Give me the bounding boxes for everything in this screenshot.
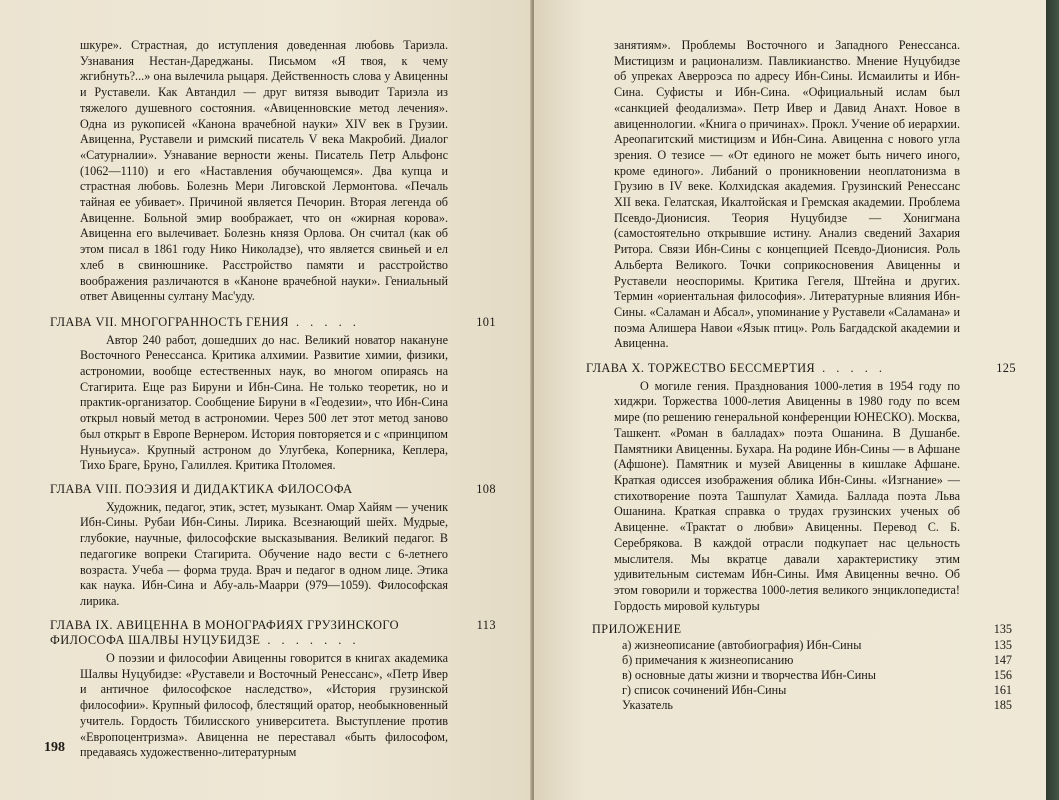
appendix-item-label: г) список сочинений Ибн-Сины [622,683,787,698]
chapter-9-page: 113 [476,617,496,632]
left-continuation-block [80,38,448,305]
right-continuation-text: занятиям». Проблемы Восточного и Западного Ренессанса. Мистицизм и рационализм. Павликианство. Мнение Нуцубидзе об упреках Аверроэса по адресу Ибн-Сины. Исмаилиты и Ибн-Сина. Суфисты и Ибн-Сина. «Официальный ислам был «санкцией феодализма». Петр Ивер и Давид Анахт. Новое в авиценнологии. «Книга о причинах». Прокл. Учение об иерархии. Ареопагитский мистицизм и Ибн-Сина. Авиценна с нового угла зрения. О тезисе — «От единого не может быть ничего иного, кроме единого». Либаний о проникновении неоплатонизма в Грузию в IV веке. Колхидская академия. Грузинский Ренессанс XII века. Гелатская, Икалтойская и Гремская академии. Проблема Псевдо-Дионисия. Теория Нуцубидзе — Хонигмана (самостоятельно открывшие истину. Анализ сведений Захария Ритора. Связи Ибн-Сины с концепцией Псевдо-Дионисия. Роль Альберта Великого. Точки соприкосновения Авиценны и Руставели неоспоримы. Критика Гегеля, Штейна и других. Термин «ориентальная философия». Литературные влияния Ибн-Сины. «Саламан и Абсал», упоминание у Руставели «Саламана» и поэма Алишера Навои «Язык птиц». Роль Багдадской академии и Авиценна. [614,38,960,351]
appendix-item-page: 135 [993,637,1012,652]
appendix-item-label: в) основные даты жизни и творчества Ибн-Сины [622,667,876,682]
chapter-10-summary: О могиле гения. Празднования 1000-летия в 1954 году по хиджри. Торжества 1000-летия Авиценны в 1980 году по всем мире (по решению генеральной конференции ЮНЕСКО). Москва, Ташкент. «Роман в балладах» поэта Ошанина. В Душанбе. Памятники Авиценны. Бухара. На родине Ибн-Сины — в Афшане (Афшоне). Памятник и музей Авиценны в кишлаке Афшане. Краткая одиссея изображения облика Ибн-Сины. «Изгнание» — стихотворение поэта Ташпулат Хамида. Баллада поэта Льва Ошанина. Краткая справка о трудах грузинских ученых об Авиценне. «Трактат о любви» Авиценны. Перевод С. Б. Серебрякова. В каждой отрасли подкупает нас цельность мыслителя. Мы вкратце давали характеристику этим удивительным системам Ибн-Сины. Имя Авиценны вечно. Об этом говорили и торжества 1000-летия великого энциклопедиста! Гордость мировой культуры [614,378,960,613]
chapter-8-title: ГЛАВА VIII. ПОЭЗИЯ И ДИДАКТИКА ФИЛОСОФА [50,481,353,496]
appendix-item [592,653,1012,668]
appendix-item-page: 147 [993,652,1012,667]
appendix-heading-page: 135 [993,622,1012,637]
right-page [534,0,1046,800]
appendix-item [592,698,1012,713]
page-number: 198 [44,740,65,755]
appendix-item-page: 161 [993,683,1012,698]
appendix-item [592,638,1012,653]
chapter-7-title: ГЛАВА VII. МНОГОГРАННОСТЬ ГЕНИЯ [50,314,289,329]
chapter-9-dots: . . . . . . . [267,633,360,648]
chapter-8-summary-block [80,500,448,610]
background-edge [1046,0,1059,800]
chapter-9-summary-block [80,651,448,761]
chapter-7-heading [50,315,496,331]
chapter-10-summary-block [614,379,960,615]
appendix-item [592,683,1012,698]
chapter-7-page: 101 [476,314,496,329]
appendix-item-page: 156 [993,667,1012,682]
chapter-10-dots: . . . . . [822,361,886,376]
chapter-10-page: 125 [996,361,1016,376]
appendix-heading-row [592,622,1012,637]
chapter-7-summary-block [80,333,448,474]
chapter-10-heading [586,361,1016,377]
chapter-9-heading [50,618,496,649]
chapter-8-heading [50,482,496,498]
right-continuation-block [614,38,960,352]
appendix-item-page: 185 [993,698,1012,713]
appendix-item [592,668,1012,683]
chapter-8-page: 108 [476,481,496,496]
chapter-9-summary: О поэзии и философии Авиценны говорится в книгах академика Шалвы Нуцубидзе: «Руставели и Восточный Ренессанс», «Петр Ивер и античное философское наследство», «История грузинской философии». Крупный философ, блестящий оратор, необыкновенный учитель. Гордость Тбилисского университета. Выступление против «Европоцентризма». Авиценна не переставал «быть философом, предаваясь художественно-литературным [80,651,448,760]
appendix-heading: ПРИЛОЖЕНИЕ [592,622,682,637]
appendix-item-label: б) примечания к жизнеописанию [622,652,794,667]
chapter-8-summary: Художник, педагог, этик, эстет, музыкант. Омар Хайям — ученик Ибн-Сины. Рубаи Ибн-Сины. Лирика. Всезнающий шейх. Мудрые, глубокие, научные, философские высказывания. Великий педагог. В педагогике вопреки Стагирита. Обучение надо вести с 6-летнего возраста. Учеба — форма труда. Врач и педагог в одном лице. Этика как наука. Ибн-Сина и Абу-аль-Маарри (979—1059). Философская лирика. [80,499,448,608]
chapter-7-dots: . . . . . [295,314,360,329]
appendix-item-label: а) жизнеописание (автобиография) Ибн-Сины [622,637,862,652]
chapter-10-title: ГЛАВА X. ТОРЖЕСТВО БЕССМЕРТИЯ [586,361,816,376]
appendix-section [592,622,1012,713]
appendix-item-label: Указатель [622,698,673,713]
left-continuation-text: шкуре». Страстная, до иступления доведенная любовь Тариэла. Узнавания Нестан-Дареджаны. Письмом «Я твоя, к чему жгибнуть?...» она вылечила рыцаря. Действенность слова у Авиценны и Руставели. Как Автандил — друг витязя выводит Тариэла из тяжелого душевного состояния. «Авиценновские метод лечения». Одна из рукописей «Канона врачебной науки» XIV век в Грузии. Авиценна, Руставели и римский писатель V века Макробий. Диалог «Сатурналии». Узнавание верности жены. Писатель Петр Альфонс (1062—1110) и его «Наставления обучающемся». Два купца и страстная любовь. Болезнь Мери Лиговской Лермонтова. «Печаль тайная ее убивает». Причиной является Печорин. Вторая легенда об Авиценне. Больной эмир воображает, что он «жирная корова». Авиценна его вылечивает. Болезнь князя Орлова. Он считал (как об этом писал в 1861 году Нико Николадзе), что является свиньей и ел хлеб в свинюшнике. Расстройство памяти и расстройство воображения различаются в «Каноне врачебной науки». Гениальный ответ Авиценны султану Мас'уду. [80,38,448,304]
chapter-9-title: ГЛАВА IX. АВИЦЕННА В МОНОГРАФИЯХ ГРУЗИНСКОГО ФИЛОСОФА ШАЛВЫ НУЦУБИДЗЕ [50,617,399,648]
chapter-7-summary: Автор 240 работ, дошедших до нас. Великий новатор накануне Восточного Ренессанса. Критика алхимии. Развитие химии, физики, астрономии, вообще естественных наук, во многом опираясь на Стагирита. Еще раз Бируни и Ибн-Сина. Не только теоретик, но и практик-организатор. Сообщение Бируни в «Геодезии», что Ибн-Сина открыл новый метод в астрономии. Через 500 лет этот метод заново был открыт в Европе Вернером. История повторяется и с «принципом Нуньиуса». Крупный астроном до Улугбека, Коперника, Кеплера, Тихо Браге, Бруно, Галиллея. Критика Птоломея. [80,332,448,473]
